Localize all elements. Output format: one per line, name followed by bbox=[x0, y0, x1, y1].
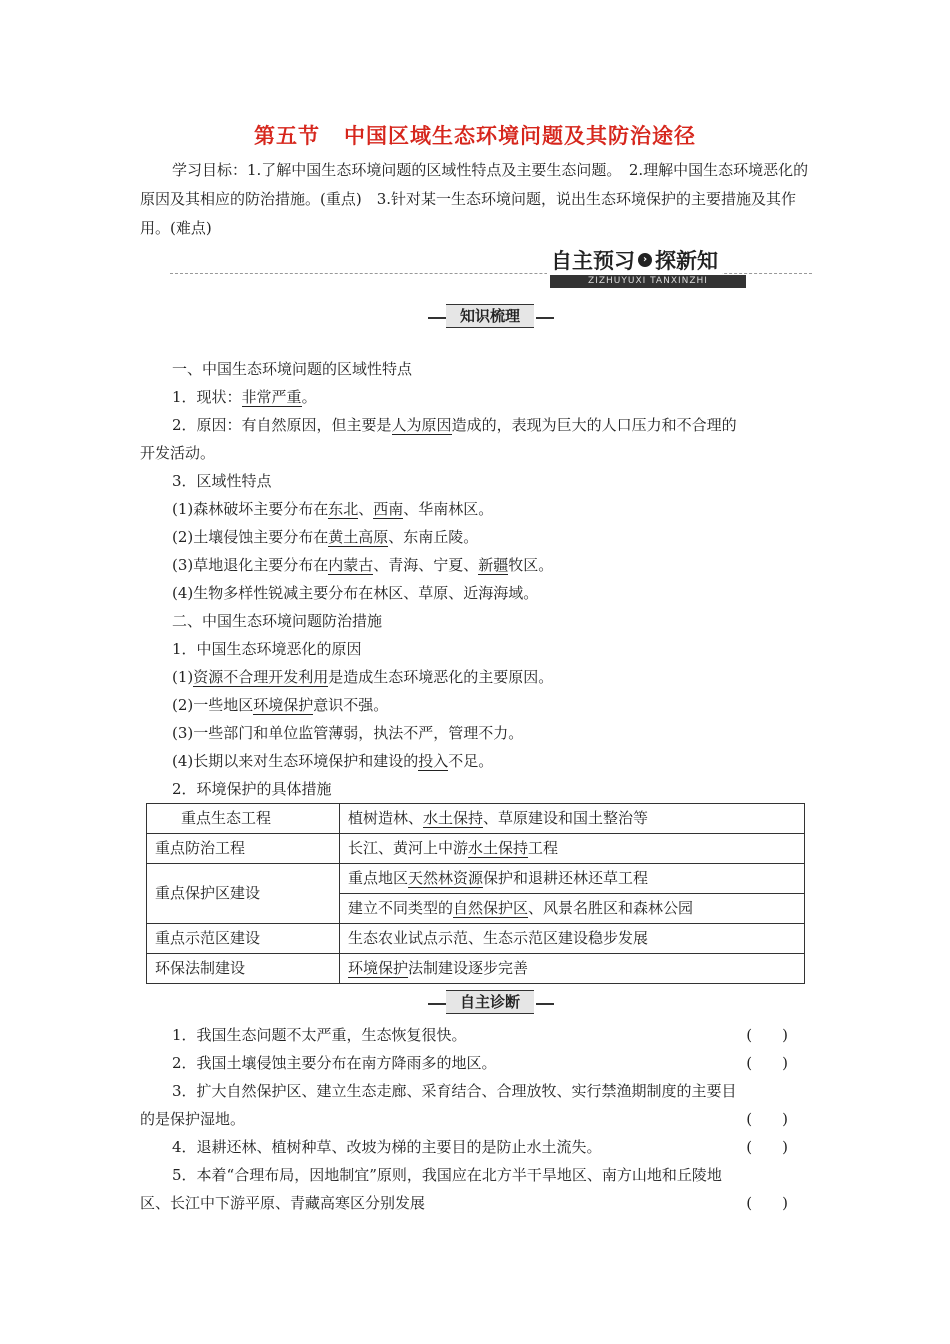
knowledge-content bbox=[140, 355, 812, 803]
cause-label: 2．原因：有自然原因，但主要是 bbox=[172, 416, 392, 434]
table-value: 生态农业试点示范、生态示范区建设稳步发展 bbox=[340, 924, 805, 954]
table-key: 重点示范区建设 bbox=[147, 924, 340, 954]
r3-answer-b: 新疆 bbox=[478, 556, 509, 574]
question-3: 3．扩大自然保护区、建立生态走廊、采育结合、合理放牧、实行禁渔期制度的主要目 bbox=[172, 1082, 737, 1100]
r2-answer: 黄土高原 bbox=[328, 528, 389, 546]
tag-right-rule bbox=[536, 317, 554, 319]
measures-title: 2．环境保护的具体措施 bbox=[172, 780, 332, 798]
answer-blank[interactable]: ( ) bbox=[746, 1110, 788, 1128]
heading-regional-features: 一、中国生态环境问题的区域性特点 bbox=[172, 360, 413, 378]
question-text: 2．我国土壤侵蚀主要分布在南方降雨多的地区。 bbox=[172, 1054, 497, 1072]
table-key: 重点生态工程 bbox=[147, 804, 340, 834]
question-text: 的是保护湿地。 bbox=[140, 1110, 246, 1128]
cell-answer: 环境保护 bbox=[348, 959, 409, 977]
question-5-cont bbox=[140, 1189, 812, 1217]
cell-text: 法制建设逐步完善 bbox=[408, 959, 529, 977]
heading-measures: 二、中国生态环境问题防治措施 bbox=[172, 612, 383, 630]
reason-1 bbox=[140, 663, 812, 691]
cell-answer: 水土保持 bbox=[423, 809, 484, 827]
r1-suffix: 、华南林区。 bbox=[403, 500, 494, 518]
status-line bbox=[140, 383, 812, 411]
page-title bbox=[0, 120, 950, 150]
cell-answer: 天然林资源 bbox=[408, 869, 484, 887]
question-4 bbox=[140, 1133, 812, 1161]
reasons-title: 1．中国生态环境恶化的原因 bbox=[172, 640, 362, 658]
cell-text: 建立不同类型的 bbox=[348, 899, 454, 917]
r1-sep: 、 bbox=[358, 500, 374, 518]
question-1 bbox=[140, 1021, 812, 1049]
diagnosis-questions bbox=[140, 1021, 812, 1217]
c4-answer: 投入 bbox=[418, 752, 449, 770]
cause-answer: 人为原因 bbox=[391, 416, 452, 434]
cause-text: 造成的，表现为巨大的人口压力和不合理的 bbox=[451, 416, 737, 434]
regional-title: 3．区域性特点 bbox=[172, 472, 272, 490]
r3-prefix: (3)草地退化主要分布在 bbox=[172, 556, 329, 574]
cell-text: 长江、黄河上中游 bbox=[348, 839, 469, 857]
cell-text: 重点地区 bbox=[348, 869, 409, 887]
regional-item-3 bbox=[140, 551, 812, 579]
answer-blank[interactable]: ( ) bbox=[746, 1026, 788, 1044]
reason-4 bbox=[140, 747, 812, 775]
tag-left-rule bbox=[428, 317, 446, 319]
r3-suffix: 牧区。 bbox=[508, 556, 554, 574]
banner-pinyin: ZIZHUYUXI TANXINZHI bbox=[550, 275, 746, 288]
cell-text: 、草原建设和国土整治等 bbox=[483, 809, 649, 827]
question-text: 区、长江中下游平原、青藏高寒区分别发展 bbox=[140, 1194, 426, 1212]
section-number: 第五节 bbox=[254, 124, 320, 148]
tag-left-rule bbox=[428, 1003, 446, 1005]
cell-text: 植树造林、 bbox=[348, 809, 424, 827]
r3-answer-a: 内蒙古 bbox=[328, 556, 374, 574]
c4-prefix: (4)长期以来对生态环境保护和建设的 bbox=[172, 752, 419, 770]
diagnosis-tag-label: 自主诊断 bbox=[446, 990, 534, 1014]
section-title: 中国区域生态环境问题及其防治途径 bbox=[344, 124, 696, 148]
status-label: 1．现状： bbox=[172, 388, 242, 406]
regional-item-2 bbox=[140, 523, 812, 551]
question-5: 5．本着“合理布局，因地制宜”原则，我国应在北方半干旱地区、南方山地和丘陵地 bbox=[172, 1166, 722, 1184]
table-key: 环保法制建设 bbox=[147, 954, 340, 984]
diagnosis-tag bbox=[428, 990, 554, 1014]
c1-answer: 资源不合理开发利用 bbox=[193, 668, 329, 686]
table-value bbox=[340, 834, 805, 864]
tag-right-rule bbox=[536, 1003, 554, 1005]
status-answer: 非常严重 bbox=[241, 388, 302, 406]
cell-text: 保护和退耕还林还草工程 bbox=[483, 869, 649, 887]
table-key: 重点防治工程 bbox=[147, 834, 340, 864]
arrow-right-icon: › bbox=[638, 253, 652, 267]
preview-banner bbox=[140, 245, 812, 293]
table-value bbox=[340, 864, 805, 894]
table-value bbox=[340, 804, 805, 834]
regional-item-1 bbox=[140, 495, 812, 523]
c2-prefix: (2)一些地区 bbox=[172, 696, 254, 714]
table-value bbox=[340, 954, 805, 984]
table-row bbox=[147, 924, 805, 954]
c1-suffix: 是造成生态环境恶化的主要原因。 bbox=[328, 668, 554, 686]
question-2 bbox=[140, 1049, 812, 1077]
r1-answer-a: 东北 bbox=[328, 500, 359, 518]
question-text: 1．我国生态问题不太严重，生态恢复很快。 bbox=[172, 1026, 467, 1044]
c4-suffix: 不足。 bbox=[448, 752, 494, 770]
r3-mid: 、青海、宁夏、 bbox=[373, 556, 479, 574]
measures-table bbox=[146, 803, 805, 984]
r1-answer-b: 西南 bbox=[373, 500, 404, 518]
cause-line bbox=[140, 411, 812, 439]
cause-line-2: 开发活动。 bbox=[140, 444, 216, 462]
knowledge-tag bbox=[428, 304, 554, 328]
c2-suffix: 意识不强。 bbox=[313, 696, 389, 714]
banner-right-text: 探新知 bbox=[655, 249, 718, 273]
table-row bbox=[147, 834, 805, 864]
banner-heading bbox=[547, 245, 722, 275]
question-text: 4．退耕还林、植树种草、改坡为梯的主要目的是防止水土流失。 bbox=[172, 1138, 602, 1156]
table-row bbox=[147, 864, 805, 894]
cell-answer: 自然保护区 bbox=[453, 899, 529, 917]
table-value bbox=[340, 894, 805, 924]
r1-prefix: (1)森林破坏主要分布在 bbox=[172, 500, 329, 518]
reason-3: (3)一些部门和单位监管薄弱，执法不严，管理不力。 bbox=[172, 724, 524, 742]
learning-objectives: 学习目标：1.了解中国生态环境问题的区域性特点及主要生态问题。 2.理解中国生态环境恶化的原因及其相应的防治措施。(重点) 3.针对某一生态环境问题，说出生态环境保护的主要措施及其作用。(难点) bbox=[140, 161, 809, 237]
answer-blank[interactable]: ( ) bbox=[746, 1194, 788, 1212]
table-row bbox=[147, 954, 805, 984]
question-3-cont bbox=[140, 1105, 812, 1133]
c1-prefix: (1) bbox=[172, 668, 194, 686]
cell-text: 工程 bbox=[528, 839, 559, 857]
r2-prefix: (2)土壤侵蚀主要分布在 bbox=[172, 528, 329, 546]
status-end: 。 bbox=[301, 388, 317, 406]
regional-item-4: (4)生物多样性锐减主要分布在林区、草原、近海海域。 bbox=[172, 584, 539, 602]
c2-answer: 环境保护 bbox=[253, 696, 314, 714]
table-key: 重点保护区建设 bbox=[147, 864, 340, 924]
knowledge-tag-label: 知识梳理 bbox=[446, 304, 534, 328]
cell-text: 、风景名胜区和森林公园 bbox=[528, 899, 694, 917]
cell-answer: 水土保持 bbox=[468, 839, 529, 857]
r2-suffix: 、东南丘陵。 bbox=[388, 528, 479, 546]
table-row bbox=[147, 804, 805, 834]
reason-2 bbox=[140, 691, 812, 719]
answer-blank[interactable]: ( ) bbox=[746, 1054, 788, 1072]
answer-blank[interactable]: ( ) bbox=[746, 1138, 788, 1156]
banner-left-text: 自主预习 bbox=[551, 249, 635, 273]
